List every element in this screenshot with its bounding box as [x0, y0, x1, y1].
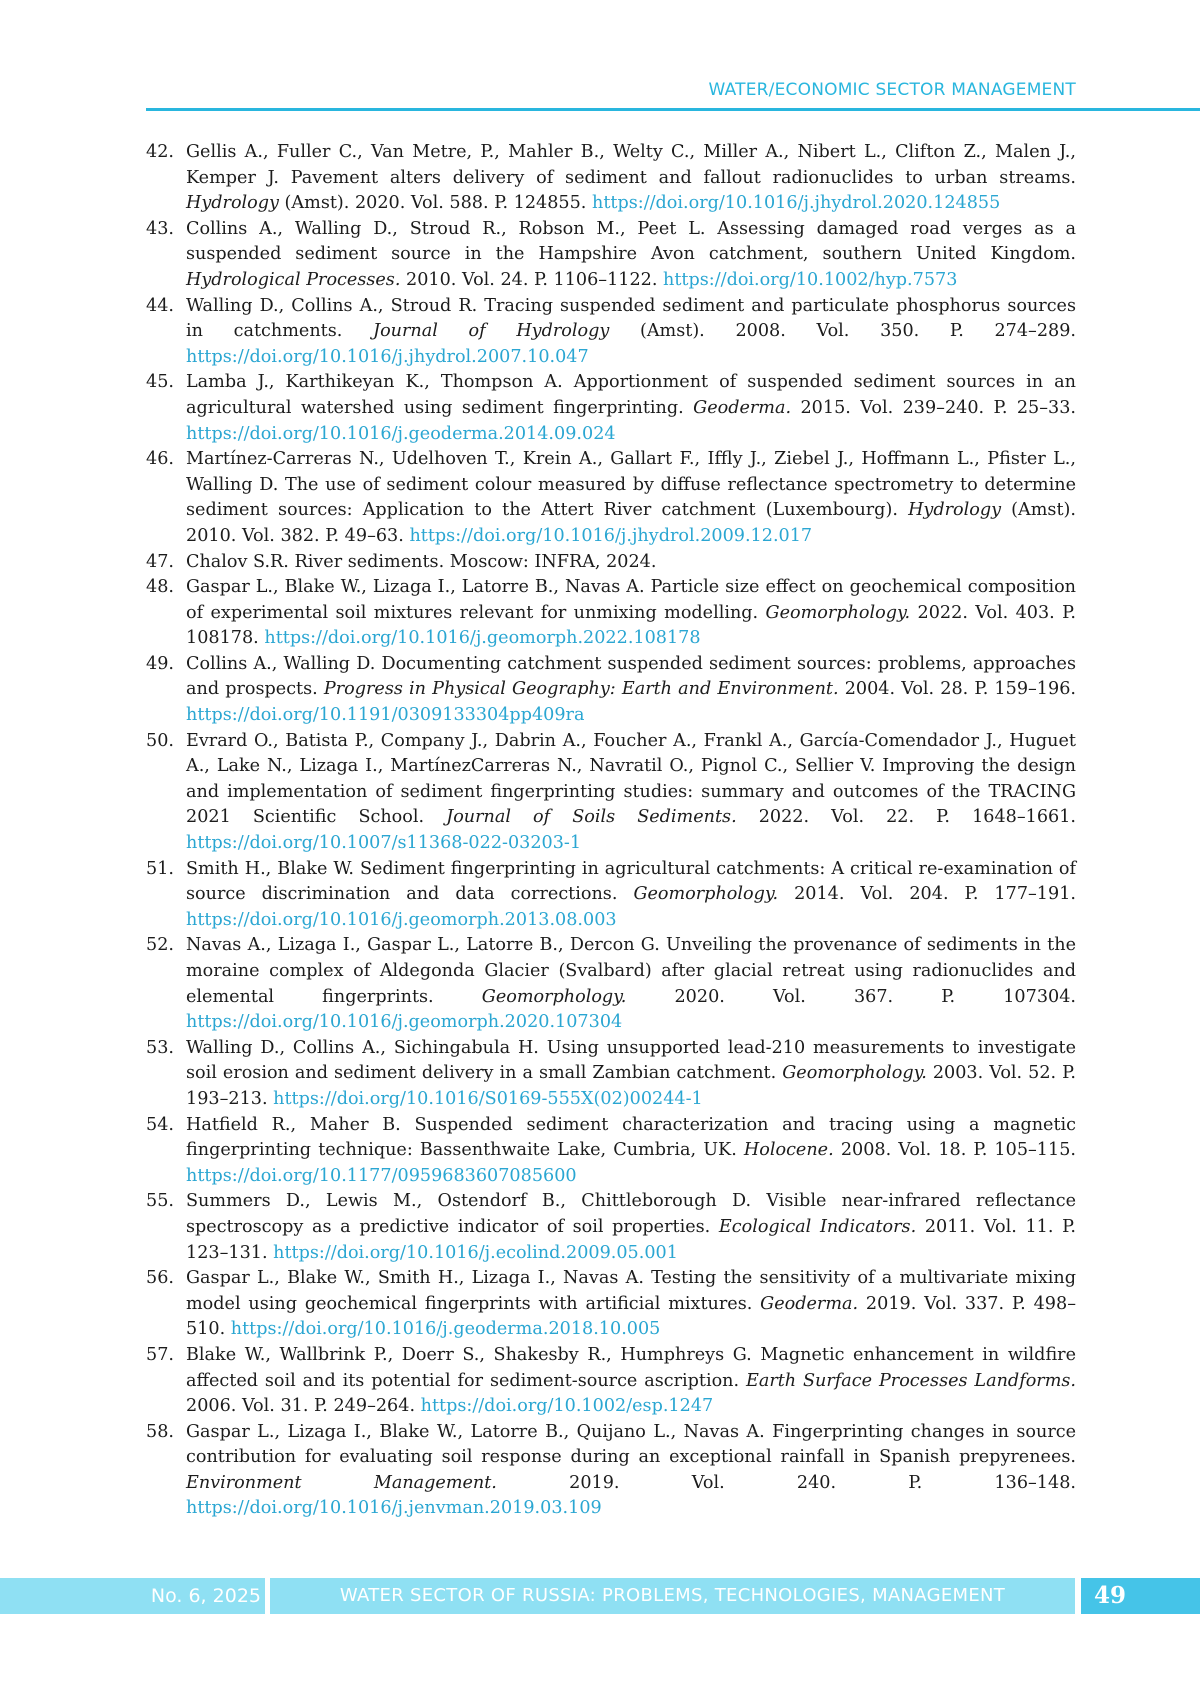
reference-body — [186, 575, 1076, 652]
doi-link[interactable]: https://doi.org/10.1016/S0169-555X(02)00244-1 — [273, 1088, 703, 1109]
reference-source: Geomorphology. — [633, 884, 779, 905]
doi-link[interactable]: https://doi.org/10.1016/j.jhydrol.2020.124855 — [592, 193, 1001, 214]
reference-text: Walling D., Collins A., Sichingabula H. Using unsupported lead-210 measurements to investigate soil erosion and sediment delivery in a small Zambian catchment. — [186, 1037, 1076, 1084]
reference-text: Walling D., Collins A., Stroud R. Tracing suspended sediment and particulate phosphorus sources in catchments. — [186, 295, 1076, 342]
reference-source: Geomorphology. — [782, 1063, 927, 1084]
reference-item — [146, 729, 1076, 857]
reference-body — [186, 729, 1076, 857]
reference-details: (Amst). 2010. Vol. 382. P. 49–63. — [186, 500, 1076, 546]
reference-text: Gaspar L., Blake W., Lizaga I., Latorre B., Navas A. Particle size effect on geochemical composition of experimental soil mixtures relevant for unmixing modelling. — [186, 577, 1076, 623]
reference-body — [186, 370, 1076, 447]
reference-body — [186, 217, 1076, 294]
doi-link[interactable]: https://doi.org/10.1016/j.geomorph.2022.108178 — [264, 628, 701, 649]
reference-item — [146, 652, 1076, 729]
reference-item — [146, 447, 1076, 549]
reference-item — [146, 1266, 1076, 1343]
reference-details: 2008. Vol. 18. P. 105–115. — [833, 1140, 1076, 1161]
reference-details: 2010. Vol. 24. P. 1106–1122. — [400, 269, 664, 290]
doi-link[interactable]: https://doi.org/10.1191/0309133304pp409ra — [186, 705, 585, 726]
reference-number: 51. — [146, 858, 174, 879]
doi-link[interactable]: https://doi.org/10.1016/j.ecolind.2009.05.001 — [273, 1242, 678, 1263]
reference-body — [186, 1266, 1076, 1343]
reference-details: 2019. Vol. 240. P. 136–148. — [496, 1472, 1076, 1493]
reference-source: Ecological Indicators. — [718, 1216, 917, 1237]
reference-source: Geomorphology. — [765, 602, 911, 623]
reference-item — [146, 1113, 1076, 1190]
doi-link[interactable]: https://doi.org/10.1002/hyp.7573 — [663, 269, 958, 290]
reference-body — [186, 1189, 1076, 1266]
reference-number: 53. — [146, 1037, 174, 1058]
reference-number: 42. — [146, 142, 174, 162]
reference-body — [186, 447, 1076, 549]
reference-body — [186, 933, 1076, 1035]
doi-link[interactable]: https://doi.org/10.1016/j.geomorph.2013.08.003 — [186, 909, 617, 930]
reference-text: Summers D., Lewis M., Ostendorf B., Chittleborough D. Visible near-infrared reflectance spectroscopy as a predictive indicator of soil properties. — [186, 1191, 1076, 1237]
reference-body — [186, 857, 1076, 934]
reference-body — [186, 652, 1076, 729]
reference-details: 2019. Vol. 337. P. 498–510. — [186, 1293, 1076, 1340]
reference-text: Evrard O., Batista P., Company J., Dabrin A., Foucher A., Frankl A., García-Comendador J., Huguet A., Lake N., Lizaga I., MartínezCarreras N., Navratil O., Pignol C., Sellier V. Improving the design and implementation of sediment fingerprinting studies: summary and outcomes of the TRACING 2021 Scientific School. — [186, 730, 1076, 828]
doi-link[interactable]: https://doi.org/10.1016/j.jhydrol.2009.12.017 — [409, 525, 813, 546]
reference-number: 43. — [146, 218, 174, 239]
reference-number: 52. — [146, 935, 174, 956]
reference-body — [186, 1343, 1076, 1420]
reference-source: Journal of Hydrology — [373, 321, 610, 342]
reference-details: 2022. Vol. 22. P. 1648–1661. — [736, 807, 1077, 828]
reference-text: Gellis A., Fuller C., Van Metre, P., Mahler B., Welty C., Miller A., Nibert L., Clifton Z., Malen J., Kemper J. Pavement alters delivery of sediment and fallout radionuclides to urban streams. — [186, 142, 1076, 188]
reference-number: 57. — [146, 1344, 174, 1365]
reference-text: Chalov S.R. River sediments. Moscow: INFRA, 2024. — [186, 551, 657, 572]
reference-text: Hatfield R., Maher B. Suspended sediment characterization and tracing using a magnetic fingerprinting technique: Bassenthwaite Lake, Cumbria, UK. — [186, 1114, 1076, 1161]
reference-number: 44. — [146, 295, 174, 316]
reference-body — [186, 1036, 1076, 1113]
reference-source: Hydrology — [908, 500, 1002, 521]
page-footer — [0, 1578, 1200, 1614]
reference-item — [146, 217, 1076, 294]
doi-link[interactable]: https://doi.org/10.1016/j.geoderma.2014.09.024 — [186, 423, 616, 444]
reference-details: 2022. Vol. 403. P. 108178. — [186, 602, 1076, 649]
reference-source: Progress in Physical Geography: Earth and Environment. — [323, 679, 839, 700]
reference-text: Blake W., Wallbrink P., Doerr S., Shakesby R., Humphreys G. Magnetic enhancement in wildfire affected soil and its potential for sediment-source ascription. — [186, 1344, 1076, 1391]
reference-number: 54. — [146, 1114, 174, 1135]
reference-text: Collins A., Walling D., Stroud R., Robson M., Peet L. Assessing damaged road verges as a suspended sediment source in the Hampshire Avon catchment, southern United Kingdom. — [186, 218, 1076, 265]
reference-number: 48. — [146, 577, 174, 598]
reference-number: 50. — [146, 730, 174, 751]
reference-text: Navas A., Lizaga I., Gaspar L., Latorre B., Dercon G. Unveiling the provenance of sediments in the moraine complex of Aldegonda Glacier (Svalbard) after glacial retreat using radionuclides and elemental fingerprints. — [186, 935, 1076, 1007]
reference-item — [146, 140, 1076, 217]
reference-item — [146, 1189, 1076, 1266]
footer-issue: No. 6, 2025 — [0, 1578, 265, 1614]
reference-item — [146, 1036, 1076, 1113]
reference-body — [186, 294, 1076, 371]
reference-item — [146, 933, 1076, 1035]
reference-source: Geomorphology. — [481, 986, 627, 1007]
reference-text: Smith H., Blake W. Sediment fingerprinting in agricultural catchments: A critical re-examination of source discrimination and data corrections. — [186, 858, 1076, 905]
reference-text: Gaspar L., Blake W., Smith H., Lizaga I., Navas A. Testing the sensitivity of a multivariate mixing model using geochemical fingerprints with artificial mixtures. — [186, 1268, 1076, 1314]
reference-details: 2003. Vol. 52. P. 193–213. — [186, 1063, 1077, 1109]
reference-body — [186, 550, 1076, 576]
reference-source: Hydrological Processes. — [186, 269, 401, 290]
reference-body — [186, 140, 1076, 217]
reference-text: Gaspar L., Lizaga I., Blake W., Latorre B., Quijano L., Navas A. Fingerprinting changes in source contribution for evaluating soil response during an exceptional rainfall in Spanish prepyrenees. — [186, 1421, 1076, 1468]
doi-link[interactable]: https://doi.org/10.1016/j.jhydrol.2007.10.047 — [186, 346, 589, 367]
page-number: 49 — [1081, 1578, 1200, 1614]
doi-link[interactable]: https://doi.org/10.1007/s11368-022-03203-1 — [186, 833, 582, 854]
reference-details: (Amst). 2020. Vol. 588. P. 124855. — [278, 193, 592, 214]
doi-link[interactable]: https://doi.org/10.1016/j.geoderma.2018.10.005 — [230, 1319, 661, 1340]
reference-source: Holocene. — [743, 1140, 834, 1161]
reference-details: 2011. Vol. 11. P. 123–131. — [186, 1216, 1076, 1263]
reference-source: Journal of Soils Sediments. — [446, 807, 737, 828]
running-header: WATER/ECONOMIC SECTOR MANAGEMENT — [708, 80, 1076, 100]
doi-link[interactable]: https://doi.org/10.1177/0959683607085600 — [186, 1165, 577, 1186]
reference-item — [146, 575, 1076, 652]
reference-details: (Amst). 2008. Vol. 350. P. 274–289. — [609, 321, 1077, 342]
reference-text: Lamba J., Karthikeyan K., Thompson A. Apportionment of suspended sediment sources in an agricultural watershed using sediment fingerprinting. — [186, 372, 1076, 418]
reference-number: 47. — [146, 551, 174, 572]
reference-number: 45. — [146, 372, 174, 393]
reference-number: 46. — [146, 449, 174, 470]
reference-details: 2006. Vol. 31. P. 249–264. — [186, 1396, 421, 1417]
footer-journal-title: WATER SECTOR OF RUSSIA: PROBLEMS, TECHNOLOGIES, MANAGEMENT — [270, 1578, 1075, 1614]
doi-link[interactable]: https://doi.org/10.1016/j.jenvman.2019.03.109 — [186, 1498, 602, 1519]
reference-source: Geoderma. — [760, 1293, 859, 1314]
doi-link[interactable]: https://doi.org/10.1016/j.geomorph.2020.107304 — [186, 1012, 623, 1033]
reference-body — [186, 1113, 1076, 1190]
reference-source: Earth Surface Processes Landforms. — [745, 1370, 1077, 1391]
reference-list — [146, 140, 1076, 1522]
reference-item — [146, 550, 1076, 576]
reference-source: Environment Management. — [186, 1472, 497, 1493]
reference-details: 2004. Vol. 28. P. 159–196. — [838, 679, 1076, 700]
reference-details: 2020. Vol. 367. P. 107304. — [626, 986, 1076, 1007]
reference-item — [146, 1420, 1076, 1522]
reference-details: 2014. Vol. 204. P. 177–191. — [778, 884, 1076, 905]
reference-item — [146, 1343, 1076, 1420]
reference-source: Geoderma. — [693, 397, 792, 418]
reference-details: 2015. Vol. 239–240. P. 25–33. — [791, 397, 1076, 418]
reference-body — [186, 1420, 1076, 1522]
reference-item — [146, 370, 1076, 447]
reference-source: Hydrology — [186, 193, 279, 214]
reference-number: 58. — [146, 1421, 174, 1442]
reference-text: Collins A., Walling D. Documenting catchment suspended sediment sources: problems, approaches and prospects. — [186, 653, 1076, 700]
doi-link[interactable]: https://doi.org/10.1002/esp.1247 — [420, 1396, 714, 1417]
reference-number: 55. — [146, 1191, 174, 1212]
reference-number: 56. — [146, 1268, 174, 1289]
reference-item — [146, 857, 1076, 934]
header-divider — [146, 108, 1200, 111]
reference-text: Martínez-Carreras N., Udelhoven T., Krein A., Gallart F., Iffly J., Ziebel J., Hoffmann L., Pfister L., Walling D. The use of sediment colour measured by diffuse reflectance spectrometry to determine sediment sources: Application to the Attert River catchment (Luxembourg). — [186, 449, 1076, 521]
reference-number: 49. — [146, 653, 174, 674]
reference-item — [146, 294, 1076, 371]
